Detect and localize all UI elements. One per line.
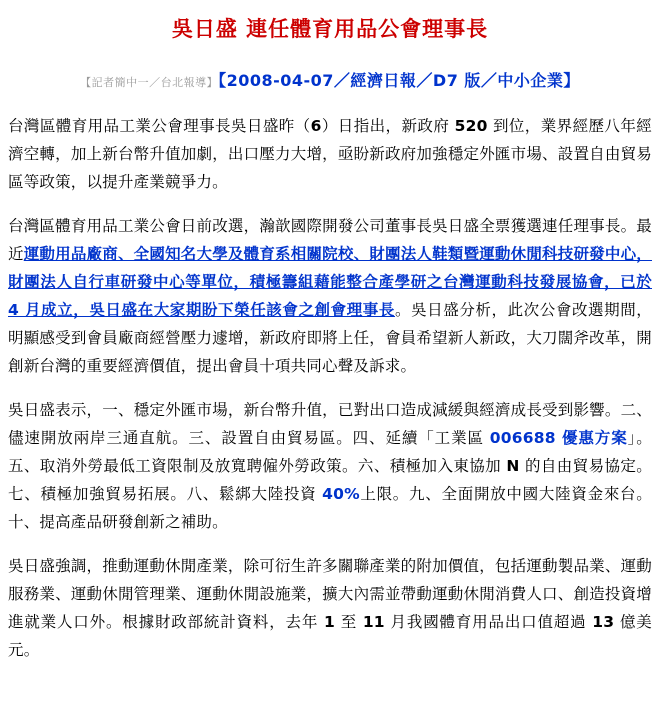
text-run: 月我國體育用品出口值超過 <box>384 613 593 631</box>
text-run: 吳日盛表示，一、穩定外匯市場，新台幣升值，已對出口造成減緩與經濟成長受到影響。二、儘速開放兩岸三通直航。三、設置自由貿易區。四、延續「工業區 <box>8 401 652 447</box>
text-run: 40% <box>322 485 360 503</box>
text-run: 的自由貿易協定。七、積極加強貿易拓展。八、鬆綁大陸投資 <box>8 457 652 503</box>
text-run: 運動用品廠商、全國知名大學及體育系相關院校、財團法人鞋類暨運動休閒科技研發中心，財團法人自行車研發中心等單位，積極籌組藉能整合產學研之台灣運動科技發展協會，已於 4 月成立，吳日盛在大家期盼下榮任該會之創會理事長 <box>8 245 652 319</box>
text-run: 到位，業界經歷八年經濟空轉，加上新台幣升值加劇，出口壓力大增，亟盼新政府加強穩定外匯市場、設置自由貿易區等政策，以提升產業競爭力。 <box>8 117 652 191</box>
byline-dateline: 【2008-04-07／經濟日報／D7 版／中小企業】 <box>218 71 580 90</box>
article-page <box>0 14 660 664</box>
text-run: 台灣區體育用品工業公會日前改選，瀚歆國際開發公司董事長吳日盛全票獲選連任理事長。最近 <box>8 217 652 263</box>
text-run: 」。五、取消外勞最低工資限制及放寬聘僱外勞政策。六、積極加入東協加 <box>8 429 653 475</box>
article-paragraph-4 <box>8 552 652 664</box>
text-run: 。吳日盛分析，此次公會改選期間，明顯感受到會員廠商經營壓力遽增，新政府即將上任，會員希望新人新政，大刀闊斧改革，開創新台灣的重要經濟價值，提出會員十項共同心聲及訴求。 <box>8 301 652 375</box>
page-title: 吳日盛 連任體育用品公會理事長 <box>171 17 489 41</box>
text-run: ）日指出，新政府 <box>321 117 455 135</box>
text-run: 至 <box>334 613 363 631</box>
article-paragraph-3 <box>8 396 652 536</box>
text-run: 吳日盛強調，推動運動休閒產業，除可衍生許多關聯產業的附加價值，包括運動製品業、運動服務業、運動休閒管理業、運動休閒設施業，擴大內需並帶動運動休閒消費人口、創造投資增進就業人口外。根據財政部統計資料，去年 <box>8 557 652 631</box>
article-paragraph-2 <box>8 212 652 380</box>
text-run: 520 <box>454 117 488 135</box>
text-run: 006688 優惠方案 <box>489 429 628 447</box>
text-run: N <box>506 457 520 475</box>
article-paragraph-1 <box>8 112 652 196</box>
text-run: 台灣區體育用品工業公會理事長吳日盛昨（ <box>8 117 311 135</box>
text-run: 億美元。 <box>8 613 652 659</box>
text-run: 上限。九、全面開放中國大陸資金來台。十、提高產品研發創新之補助。 <box>8 485 652 531</box>
text-run: 6 <box>310 117 322 135</box>
byline <box>8 70 652 94</box>
byline-reporter: 【記者簡中一／台北報導】 <box>80 76 219 89</box>
text-run: 1 <box>323 613 335 631</box>
text-run: 13 <box>592 613 615 631</box>
text-run: 11 <box>362 613 385 631</box>
